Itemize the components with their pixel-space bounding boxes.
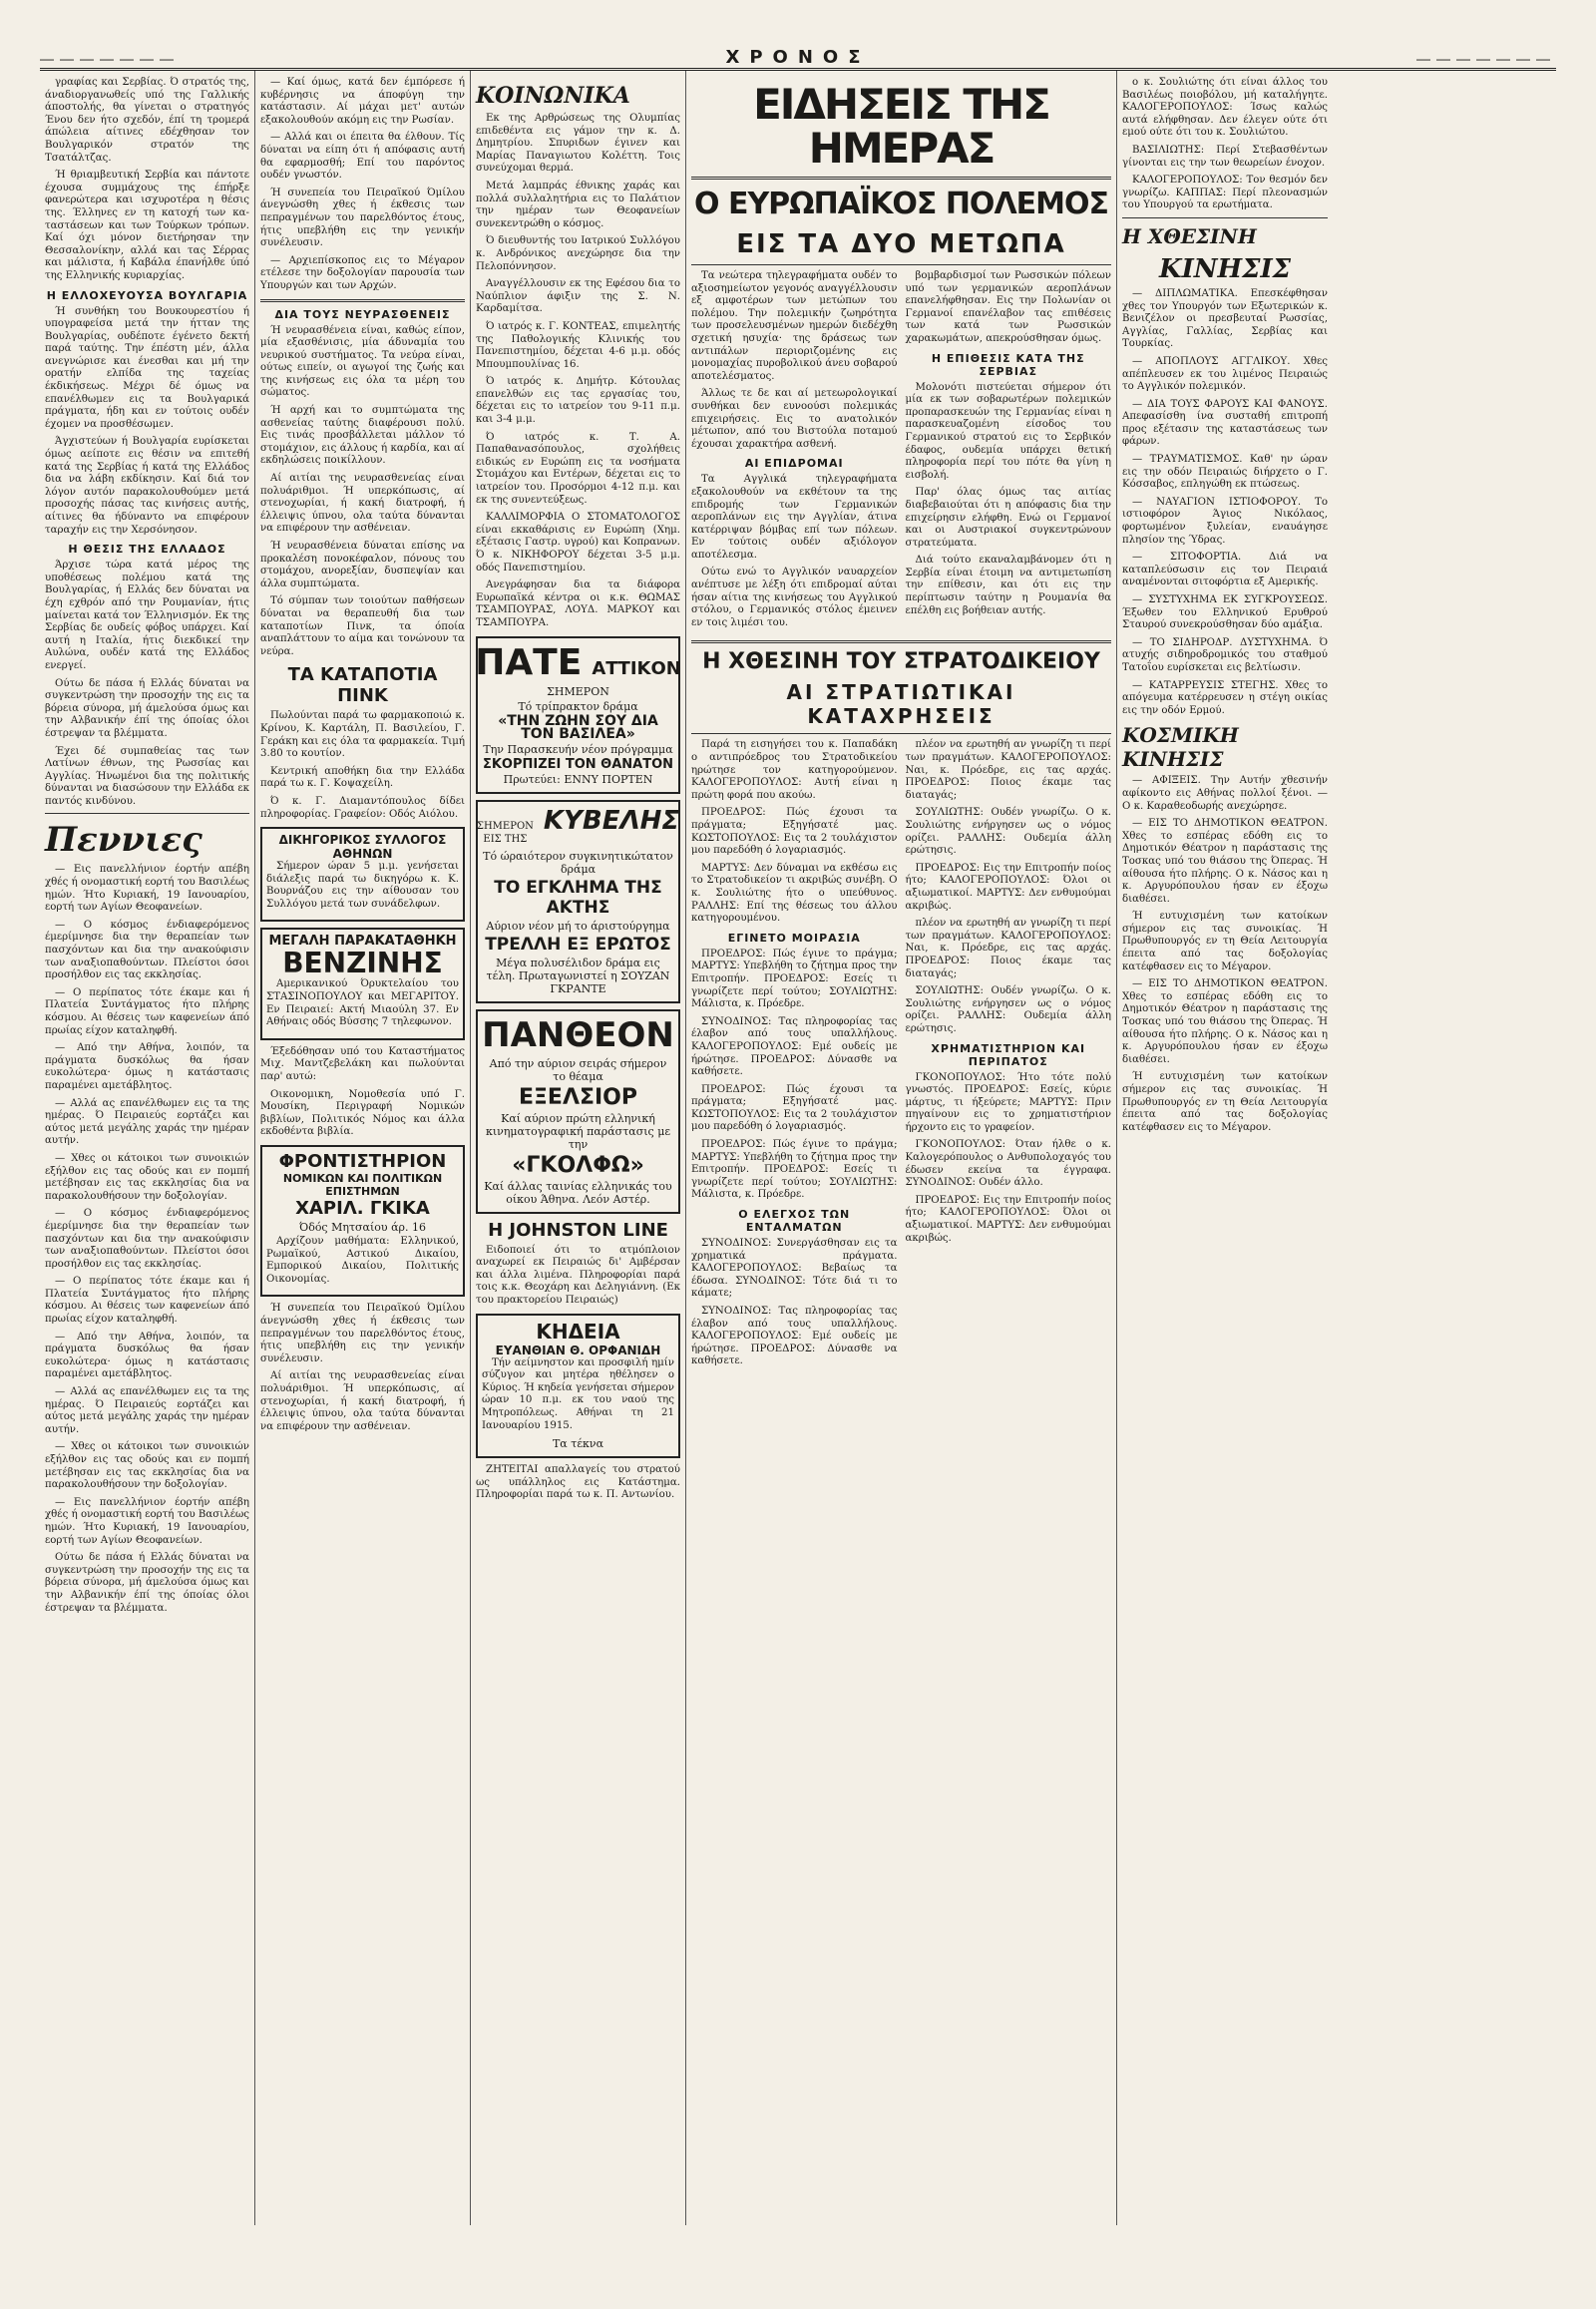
article-text: Αναγγέλλουσιν εκ της Εφέσου δια το Ναύπλιον άφιξιν της Σ. Ν. Καρδαμίτσα.: [476, 278, 680, 315]
article-text: — Ο κόσμος ένδιαφερόμενος έμερίμνησε δια την θεραπείαν των πασχόντων και δια την ανακούφισιν των αναξιοπαθούντων. Πλείστοι όσοι προσήλθον εις τας εκκλησίας.: [45, 919, 249, 981]
article-text: — ΝΑΥΑΓΙΟΝ ΙΣΤΙΟΦΟΡΟΥ. Το ιστιοφόρον Άγιος Νικόλαος, φορτωμένον ξυλείαν, εναυάγησε πλησίον της Ύδρας.: [1122, 496, 1328, 546]
divider: [45, 813, 249, 814]
column-3: [471, 71, 686, 2225]
headline-neurasthenia: ΔΙΑ ΤΟΥΣ ΝΕΥΡΑΣΘΕΝΕΙΣ: [274, 307, 451, 321]
article-text: Εκ της Αρθρώσεως της Ολυμπίας επιδεθέντα εις γάμον την κ. Δ. Δημητρίου. Σπυριδων έγινεν και Μαρίας Παναγιωτου Κολέττη. Τοις συνεύχομαι θερμά.: [476, 113, 680, 175]
headline-warrants-audit: Ο ΕΛΕΓΧΟΣ ΤΩΝ ΕΝΤΑΛΜΑΤΩΝ: [738, 1208, 851, 1235]
article-text: — ΑΦΙΞΕΙΣ. Την Αυτήν χθεσινήν αφίκοντο εις Αθήνας πολλοί ξένοι. — Ο κ. Καραθεοδωρής ανεχώρησε.: [1122, 775, 1328, 812]
article-text: γραφίας και Σερβίας. Ό στρατός της, άναδιοργανωθείς υπό της Γαλλικής άποστολής, θα γίνεται ο στρατηγός Ένου δεν ήτο σχεδόν, έπί τη τρομερά άπώλεια αίτινες εδέχθησαν τον Βουλγαρικόν στρατόν της Τσατάλτζας.: [45, 77, 249, 164]
article-text: βομβαρδισμοί των Ρωσσικών πόλεων υπό των γερμανικών αεροπλάνων επανελήφθησαν. Εις την Πολωνίαν οι Γερμανοί επανέλαβον τας επιθέσεις των κατά των Ρωσσικών χαρακωμάτων, απεκρούσθησαν όμως.: [905, 270, 1111, 344]
article-text: — Ο περίπατος τότε έκαμε και ή Πλατεία Συντάγματος ήτο πλήρης κόσμου. Αι θέσεις των καφενείων άπό πρωίας είχον καταληφθή.: [45, 986, 249, 1036]
ad-title-row: [476, 805, 680, 848]
ad-line: Την Παρασκευήν νέον πρόγραμμα: [483, 742, 673, 756]
article-text: Τα νεώτερα τηλεγραφήματα ουδέν το αξιοσημείωτον γεγονός αναγγέλλουσιν εξ αμφοτέρων των μετώπων του πολέμου. Την πολεμικήν ζωηρότητα των προσελευσμένων ημερών διεδέχθη σχετική ησυχία· της δράσεως των αντιπάλων περιοριζομένης εις μονομαχίας πυροβολικού άνευ σοβαρού αποτελέσματος.: [691, 270, 898, 382]
article-text: Ή αρχή και το συμπτώματα της ασθενείας ταύτης διαφέρουσι πολύ. Εις τινάς προσβάλλεται μάλλον τό στομάχιον, εις άλλους ή καρδία, και αί εκδηλώσεις ποικίλλουν.: [260, 405, 465, 467]
article-text: Ό κ. Γ. Διαμαντόπουλος δίδει πληροφορίας. Γραφείον: Οδός Αιόλου.: [260, 795, 465, 820]
ad-pathe-attikon: [476, 636, 680, 794]
article-text: — Ο περίπατος τότε έκαμε και ή Πλατεία Συντάγματος ήτο πλήρης κόσμου. Αι θέσεις των καφενείων άπό πρωίας είχον καταληφθή.: [45, 1276, 249, 1326]
ad-title: ΔΙΚΗΓΟΡΙΚΟΣ ΣΥΛΛΟΓΟΣ ΑΘΗΝΩΝ: [278, 833, 447, 862]
article-text: — Από την Αθήνα, λοιπόν, τα πράγματα δυσκόλως θα ήσαν ευκολώτερα· όμως η κατάστασις παραμένει αμετάβλητος.: [45, 1042, 249, 1091]
masthead: [40, 28, 1556, 71]
headline-distribution: ΕΓΙΝΕΤΟ ΜΟΙΡΑΣΙΑ: [727, 931, 861, 945]
war-right: [906, 270, 1112, 634]
article-text: Άλλως τε δε και αί μετεωρολογικαί συνθήκαι δεν ευνοούσι πολεμικάς επιχειρήσεις. Εις το ανατολικόν μέτωπον, από του Βιστούλα ποταμού έχουσαι χαρακτήρα ασθενή.: [691, 388, 898, 450]
article-text: ΠΡΟΕΔΡΟΣ: Εις την Επιτροπήν ποίος ήτο; ΚΑΛΟΓΕΡΟΠΟΥΛΟΣ: Όλοι οι αξιωματικοί. ΜΑΡΤΥΣ: Δεν ενθυμούμαι ακριβώς.: [905, 862, 1111, 912]
article-text: ΠΡΟΕΔΡΟΣ: Πώς έχουσι τα πράγματα; Εξηγήσατέ μας. ΚΩΣΤΟΠΟΥΛΟΣ: Εις τα 2 τουλάχιστον μου παρεδόθη ό λογαριασμός.: [691, 807, 898, 857]
article-text: ΒΑΣΙΛΙΩΤΗΣ: Περί Στεβασθέντων γίνονται εις την των θεωρείων ένοχον.: [1122, 144, 1328, 169]
article-text: ΓΚΟΝΟΠΟΥΛΟΣ: Ήτο τότε πολύ γνωστός. ΠΡΟΕΔΡΟΣ: Εσείς, κύριε μάρτυς, τι ήξεύρετε; ΜΑΡΤΥΣ: Πριν πηγαίνουν εις το χρηματιστήριον ήρχοντο εις το γραφείον.: [905, 1071, 1111, 1133]
banner-news-of-day: ΕΙΔΗΣΕΙΣ ΤΗΣ ΗΜΕΡΑΣ: [753, 80, 1049, 173]
court-articles: [691, 739, 1111, 1373]
divider: [260, 299, 465, 302]
divider: [691, 264, 1111, 265]
columns: [40, 71, 1556, 2225]
article-text: — ΕΙΣ ΤΟ ΔΗΜΟΤΙΚΟΝ ΘΕΑΤΡΟΝ. Χθες το εσπέρας εδόθη εις το Δημοτικόν Θέατρον η παράστασις της Τοσκας υπό του θιάσου της Όπερας. Ή αίθουσα ήτο πλήρης. Ο κ. Νάσος και η κ. Αργυρόπουλου ήσαν εν έξοχω διαθέσει.: [1122, 818, 1328, 905]
ad-tutoring: [260, 1145, 465, 1297]
article-text: Οικονομικη, Νομοθεσία υπό Γ. Μουσίκη, Περιγραφή Νομικών βιβλίων, Πολιτικός Νόμος και άλλα εκδοθέντα βιβλία.: [260, 1088, 465, 1138]
ad-title: ΦΡΟΝΤΙΣΤΗΡΙΟΝ: [278, 1151, 447, 1172]
article-text: ΠΡΟΕΔΡΟΣ: Πώς έγινε το πράγμα; ΜΑΡΤΥΣ: Υπεβλήθη το ζήτημα προς την Επιτροπήν. ΠΡΟΕΔΡΟΣ: Εσείς τι γνωρίζετε περί τούτου; ΣΟΥΛΙΩΤΗΣ: Μάλιστα, κ. Πρόεδρε.: [691, 948, 898, 1010]
article-text: — Εις πανελλήνιον έορτήν απέβη χθές ή ονομαστική εορτή του Βασιλέως ημών. Ήτο Κυριακή, 19 Ιανουαρίου, εορτή των Αγίων Θεοφανείων.: [45, 1496, 249, 1546]
article-text: πλέον να ερωτηθή αν γνωρίζη τι περί των πραγμάτων. ΚΑΛΟΓΕΡΟΠΟΥΛΟΣ: Ναι, κ. Πρόεδρε, εις τας αρχάς. ΠΡΟΕΔΡΟΣ: Ποιος έκαμε τας διαταγάς;: [905, 918, 1111, 979]
ad-line: ΣΚΟΡΠΙΖΕΙ ΤΟΝ ΘΑΝΑΤΟΝ: [482, 756, 674, 772]
article-text: Ό ιατρός κ. Γ. ΚΟΝΤΕΑΣ, επιμελητής της Παθολογικής Κλινικής του Πανεπιστημίου, δέχεται 4-6 μ.μ. οδός Μπουμπουλίνας 16.: [476, 320, 680, 370]
banner-court-martial: Η ΧΘΕΣΙΝΗ ΤΟΥ ΣΤΡΑΤΟΔΙΚΕΙΟΥ: [702, 649, 1100, 675]
article-text: ΠΡΟΕΔΡΟΣ: Πώς έχουσι τα πράγματα; Εξηγήσατέ μας. ΚΩΣΤΟΠΟΥΛΟΣ: Εις τα 2 τουλάχιστον μου παρεδόθη ό λογαριασμός.: [691, 1083, 898, 1133]
article-text: ΣΥΝΟΔΙΝΟΣ: Συνεργάσθησαν εις τα χρηματικά πράγματα. ΚΑΛΟΓΕΡΟΠΟΥΛΟΣ: Βεβαίως τα έδωσα. ΣΥΝΟΔΙΝΟΣ: Τότε διά τι το κάματε;: [691, 1238, 898, 1300]
article-text: Κεντρική αποθήκη δια την Ελλάδα παρά τω κ. Γ. Κοψαχείλη.: [260, 765, 465, 790]
court-left: [691, 739, 898, 1373]
article-text: — ΑΠΟΠΛΟΥΣ ΑΓΓΛΙΚΟΥ. Χθες απέπλευσεν εκ του λιμένος Πειραιώς το Αγγλικόν πολεμικόν.: [1122, 355, 1328, 393]
ad-name: ΕΥΑΝΘΙΑΝ Θ. ΟΡΦΑΝΙΔΗ: [495, 1343, 661, 1357]
article-text: Ό ιατρός κ. Τ. Α. Παπαθανασόπουλος, σχολήθεις ειδικώς εν Ευρώπη εις τα νοσήματα Στομάχου και Εντέρων, δέχεται εις το ιατρείον του. Προσόρμοι 4-12 π.μ. και εκ της συνεντεύξεως.: [476, 431, 680, 506]
article-text: Τα Αγγλικά τηλεγραφήματα εξακολουθούν να εκθέτουν τα της επιδρομής των Γερμανικών αεροπλάνων εις την Αγγλίαν, άτινα κατέρριψαν βόμβας επί των πόλεων. Εν τούτοις ουδέν αξιόλογον αποτέλεσμα.: [691, 474, 898, 561]
ad-pre: ΣΗΜΕΡΟΝ ΕΙΣ ΤΗΣ: [476, 820, 534, 845]
article-text: — ΣΙΤΟΦΟΡΤΙΑ. Διά να καταπλεύσωσιν εις τον Πειραιά αναμένονται σιτοφόρτια εξ Αμερικής.: [1122, 552, 1328, 588]
article-text: Ή ευτυχισμένη των κατοίκων σήμερον εις τας συνοικίας. Ή Πρωθυπουργός εν τη Θεία Λειτουργία έπειτα από τας δοξολογίας κατέφθασεν εις το Μέγαρον.: [1122, 1071, 1328, 1133]
headline-european-war: Ο ΕΥΡΩΠΑΪΚΟΣ ΠΟΛΕΜΟΣ: [694, 187, 1108, 221]
ad-sign: Τα τέκνα: [552, 1437, 604, 1451]
article-text: ΓΚΟΝΟΠΟΥΛΟΣ: Όταν ήλθε ο κ. Καλογερόπουλος ο Ανθυπολοχαγός του έδωσεν εκείνα τα έγγραφα. ΣΥΝΟΔΙΝΟΣ: Ουδέν άλλο.: [905, 1139, 1111, 1189]
ad-name: ΧΑΡΙΛ. ΓΚΙΚΑ: [295, 1198, 430, 1219]
article-text: Ή νευρασθένεια είναι, καθώς είπον, μία εξασθένισις, μία άδυναμία του νευρικού συστήματος. Τα νεύρα είναι, ούτως ειπείν, οι αγωγοί της ζωής και της κινήσεως εις όλα τα μέρη του σώματος.: [260, 324, 465, 399]
ad-subtitle: ΑΤΤΙΚΟΝ: [592, 657, 681, 679]
headline-social: ΚΟΙΝΩΝΙΚΑ: [476, 83, 630, 109]
article-text: — Αρχιεπίσκοπος εις το Μέγαρον ετέλεσε την δοξολογίαν παρουσία των Υπουργών και των Αρχών.: [260, 254, 465, 291]
article-text: — Χθες οι κάτοικοι των συνοικιών εξήλθον εις τας οδούς και εν πομπή μετέβησαν εις τας εκκλησίας δια να παρακολουθήσουν την δοξολογίαν.: [45, 1441, 249, 1491]
headline-bulgaria: Η ΕΛΛΟΧΕΥΟΥΣΑ ΒΟΥΛΓΑΡΙΑ: [46, 288, 248, 302]
article-text: Μολονότι πιστεύεται σήμερον ότι μία εκ των σοβαρωτέρων πολεμικών προπαρασκευών της Γερμανίας είναι η παρασκευαζομένη είσοδος του Γερμανικού στρατού εις το Σερβικόν έδαφος, ουδεμία υπάρχει θετική πληροφορία περί του πότε θα γίνη η εισβολή.: [905, 381, 1111, 481]
ad-text: Αρχίζουν μαθήματα: Ελληνικού, Ρωμαϊκού, Αστικού Δικαίου, Εμπορικού Δικαίου, Πολιτικής Οικονομίας.: [266, 1236, 459, 1285]
masthead-rule-right: ―――――――: [1415, 52, 1556, 68]
ad-text: Τήν αείμνηστον και προσφιλή ημίν σύζυγον και μητέρα ηθέλησεν ο Κύριος. Ή κηδεία γενήσεται σήμερον ώραν 10 π.μ. εκ του ναού της Μητροπόλεως. Αθήναι τη 21 Ιανουαρίου 1915.: [482, 1356, 674, 1431]
ad-kyveli: [476, 800, 680, 1003]
article-text: — Εις πανελλήνιον έορτήν απέβη χθές ή ονομαστική εορτή του Βασιλέως ημών. Ήτο Κυριακή, 19 Ιανουαρίου, εορτή των Αγίων Θεοφανείων.: [45, 864, 249, 914]
article-text: — ΤΟ ΣΙΔΗΡΟΔΡ. ΔΥΣΤΥΧΗΜΑ. Ό ατυχής σιδηροδρομικός του σταθμού Τατοΐου ευρίσκεται εις βελτίωσιν.: [1122, 636, 1328, 673]
divider: [691, 177, 1111, 180]
article-text: — ΤΡΑΥΜΑΤΙΣΜΟΣ. Καθ' ην ώραν εις την οδόν Πειραιώς διήρχετο ο Γ. Κόσσαβος, επληγώθη εκ πτώσεως.: [1122, 454, 1328, 491]
article-text: ΣΟΥΛΙΩΤΗΣ: Ουδέν γνωρίζω. Ο κ. Σουλιώτης ενήργησεν ως ο νόμος ορίζει. ΡΑΛΛΗΣ: Ουδεμία άλλη ερώτησις.: [905, 985, 1111, 1034]
ad-line: Τό ώραιότερον συγκινητικώτατον δράμα: [483, 849, 673, 876]
article-text: Άγχιστεύων ή Βουλγαρία ευρίσκεται όμως αείποτε εις θέσιν να επιτεθή κατά της Σερβίας ή κατά της Ελλάδος δια να λάβη εκδίκησιν. Καί διά τον λόγον αυτόν παρακολουθούμεν μετά προσοχής πάσας τας κινήσεις αυτής, αίτινες θα ήδύναντο να επιφέρουν ταραχήν εις την Χερσόνησον.: [45, 436, 249, 536]
divider: [691, 640, 1111, 643]
article-text: ΣΟΥΛΙΩΤΗΣ: Ουδέν γνωρίζω. Ο κ. Σουλιώτης ενήργησεν ως ο νόμος ορίζει. ΡΑΛΛΗΣ: Ουδεμία άλλη ερώτησις.: [905, 807, 1111, 857]
masthead-title: ΧΡΟΝΟΣ: [725, 47, 871, 68]
article-text: Παρ' όλας όμως τας αιτίας διαβεβαιούται ότι η απόφασις δια την επιχείρησιν ελήφθη. Ενώ οι Γερμανοί και οι Αυστριακοί συγκεντρώνουν στρατεύματα.: [905, 487, 1111, 549]
headline-exchange: ΧΡΗΜΑΤΙΣΤΗΡΙΟΝ ΚΑΙ ΠΕΡΙΠΑΤΟΣ: [931, 1041, 1086, 1068]
ad-title: ΚΥΒΕΛΗΣ: [543, 805, 680, 836]
article-text: — Ο κόσμος ένδιαφερόμενος έμερίμνησε δια την θεραπείαν των πασχόντων και δια την ανακούφισιν των αναξιοπαθούντων. Πλείστοι όσοι προσήλθον εις τας εκκλησίας.: [45, 1208, 249, 1270]
court-right: [906, 739, 1112, 1373]
headline-johnston-line: Η JOHNSTON LINE: [488, 1219, 668, 1241]
ad-pantheon: [476, 1009, 680, 1214]
ad-text: Ανεγράφησαν δια τα διάφορα Ευρωπαϊκά κέντρα οι κ.κ. ΘΩΜΑΣ ΤΣΑΜΠΟΥΡΑΣ, ΛΟΥΔ. ΜΑΡΚΟΥ και ΤΣΑΜΠΟΥΡΑ.: [476, 579, 680, 628]
ad-funeral: [476, 1314, 680, 1459]
ad-big-title: «ΓΚΟΛΦΩ»: [512, 1152, 644, 1178]
ad-text: Αμερικανικού Όρυκτελαίου του ΣΤΑΣΙΝΟΠΟΥΛΟΥ και ΜΕΓΑΡΙΤΟΥ. Εν Πειραιεί: Ακτή Μιαούλη 37. Εν Αθήναις οδός Βύσσης 7 τηλεφωνον.: [266, 978, 459, 1028]
article-text: Μετά λαμπράς έθνικης χαράς και πολλά συλλαλητήρια εις το Παλάτιον την ημέραν των Θεοφανείων συνεκεντρώθη ο κόσμος.: [476, 180, 680, 229]
article-text: Τό σύμπαν των τοιούτων παθήσεων δύναται να θεραπευθή δια των καταποτίων Πινκ, τα όποία αναπλάττουν το αίμα και τονώνουν τα νεύρα.: [260, 595, 465, 657]
article-text: ΜΑΡΤΥΣ: Δεν δύναμαι να εκθέσω εις το Στρατοδικείον τι ακριβώς συνέβη. Ο κ. Σουλιώτης ήτο ο υπεύθυνος. ΡΑΛΛΗΣ: Επί της θέσεως του άλλου κατηγορουμένου.: [691, 862, 898, 925]
column-2: [255, 71, 471, 2225]
ad-text: ΖΗΤΕΙΤΑΙ απαλλαγείς του στρατού ως υπάλληλος εις Κατάστημα. Πληροφορίαι παρά τω κ. Π. Αντωνίου.: [476, 1464, 680, 1501]
ad-benzine: [260, 928, 465, 1039]
ad-big-title: ΒΕΝΖΙΝΗΣ: [282, 947, 443, 980]
article-text: Άρχισε τώρα κατά μέρος της υποθέσεως πολέμου κατά της Βουλγαρίας, ή Ελλάς δεν δύναται να έχη εχθρόν από την Ρουμανίαν, ήτις μαίνεται κατά τον Έλληνισμόν. Εκ της Σερβίας δε ουδείς φόβος υπάρχει. Καί αυτή η Ιταλία, ήτις διεκδικεί την Αυλώνα, ουδέν κατά της Ελλάδος ενεργεί.: [45, 560, 249, 671]
article-text: Ούτω δε πάσα ή Ελλάς δύναται να συγκεντρώση την προσοχήν της εις τα βόρεια σύνορα, μή άμελούσα όμως και την Αλβανικήν έπί της όποίας όλοι έστρεψαν τα βλέμματα.: [45, 1552, 249, 1614]
article-text: — Αλλά και οι έπειτα θα έλθουν. Τίς δύναται να είπη ότι ή απόφασις αυτή θα εφαρμοσθή; Επί του παρόντος ουδέν γνωστόν.: [260, 132, 465, 182]
ad-text: Ειδοποιεί ότι το ατμόπλοιον αναχωρεί εκ Πειραιώς δι' Αμβέρσαν και άλλα λιμένα. Πληροφορίαι παρά τοις κ.κ. Θεοχάρη και Δεληγιάννη. (Εκ του πρακτορείου Πειραιώς): [476, 1244, 680, 1306]
ad-title: ΜΕΓΑΛΗ ΠΑΡΑΚΑΤΑΘΗΚΗ: [268, 934, 457, 950]
article-text: — ΕΙΣ ΤΟ ΔΗΜΟΤΙΚΟΝ ΘΕΑΤΡΟΝ. Χθες το εσπέρας εδόθη εις το Δημοτικόν Θέατρον η παράστασις της Τοσκας υπό του θιάσου της Όπερας. Ή αίθουσα ήτο πλήρης. Ο κ. Νάσος και η κ. Αργυρόπουλου ήσαν εν έξοχω διαθέσει.: [1122, 978, 1328, 1065]
article-text: Ή ευτυχισμένη των κατοίκων σήμερον εις τας συνοικίας. Ή Πρωθυπουργός εν τη Θεία Λειτουργία έπειτα από τας δοξολογίας κατέφθασεν εις το Μέγαρον.: [1122, 911, 1328, 972]
ad-line: Αύριον νέον μή το άριστούργημα: [486, 919, 670, 933]
ad-line: Καί άλλας ταινίας ελληνικάς του οίκου Άθηνα. Λεόν Αστέρ.: [484, 1179, 672, 1206]
masthead-rule-left: ―――――――: [40, 52, 180, 68]
ad-bar-association: [260, 827, 465, 922]
ad-line: ΣΗΜΕΡΟΝ: [547, 684, 609, 698]
article-text: Διά τούτο εκαναλαμβάνομεν ότι η Σερβία είναι έτοιμη να αντιμετωπίση την επίθεσιν, και ότι εις την περίπτωσιν ταύτην η Ρουμανία θα επέλθη εις βοήθειαν αυτής.: [905, 555, 1111, 616]
column-center: [686, 71, 1117, 2225]
ad-big-title: ΤΡΕΛΛΗ ΕΞ ΕΡΩΤΟΣ: [485, 934, 671, 955]
ad-line: Από την αύριον σειράς σήμερον το θέαμα: [489, 1056, 667, 1083]
ad-big-title: ΤΟ ΕΓΚΛΗΜΑ ΤΗΣ ΑΚΤΗΣ: [494, 877, 662, 918]
article-text: — ΣΥΣΤΥΧΗΜΑ ΕΚ ΣΥΓΚΡΟΥΣΕΩΣ. Έξωθεν του Ελληνικού Ερυθρού Σταυρού συνεκρούσθησαν δύο αμάξια.: [1122, 594, 1328, 631]
article-text: ΠΡΟΕΔΡΟΣ: Εις την Επιτροπήν ποίος ήτο; ΚΑΛΟΓΕΡΟΠΟΥΛΟΣ: Όλοι οι αξιωματικοί. ΜΑΡΤΥΣ: Δεν ενθυμούμαι ακριβώς.: [905, 1194, 1111, 1244]
article-text: Έξεδόθησαν υπό του Καταστήματος Μιχ. Μαντζεβελάκη και πωλούνται παρ' αυτώ:: [260, 1045, 465, 1083]
ad-line: Τό τρίπρακτον δράμα: [518, 699, 638, 713]
article-text: Ό ιατρός κ. Δημήτρ. Κότουλας επανελθών εις τας εργασίας του, δέχεται εις το ιατρείον του 9-11 π.μ. και 3-4 μ.μ.: [476, 376, 680, 426]
article-text: — Αλλά ας επανέλθωμεν εις τα της ημέρας. Ό Πειραιεύς εορτάζει και αύτος μετά μεγάλης χαράς την ημέραν αυτήν.: [45, 1386, 249, 1435]
ad-title-row: [475, 641, 681, 683]
article-text: ΚΑΛΟΓΕΡΟΠΟΥΛΟΣ: Τον θεσμόν δεν γνωρίζω. ΚΑΠΠΑΣ: Περί πλεονασμών του Υπουργού τα ερωτήματα.: [1122, 175, 1328, 211]
article-text: Παρά τη εισηγήσει του κ. Παπαδάκη ο αντιπρόεδρος του Στρατοδικείου ηρώτησε τον κατηγορούμενον. ΚΑΛΟΓΕΡΟΠΟΥΛΟΣ: Αυτή είναι η πρώτη φορά που ακούω.: [691, 739, 898, 801]
ad-big-title: ΕΞΕΛΣΙΟΡ: [518, 1084, 638, 1110]
article-text: — Από την Αθήνα, λοιπόν, τα πράγματα δυσκόλως θα ήσαν ευκολώτερα· όμως η κατάστασις παραμένει αμετάβλητος.: [45, 1331, 249, 1380]
article-text: Ούτω ενώ το Αγγλικόν ναυαρχείον ανέπτυσε με λέξη ότι επιδρομαί αύται ήσαν αίτια της κινήσεως του Αγγλικού στόλου, ο Γερμανικός στόλος έμεινεν εν τοις λιμέσι του.: [691, 567, 898, 628]
article-text: ΣΥΝΟΔΙΝΟΣ: Τας πληροφορίας τας έλαβον από τους υπαλλήλους. ΚΑΛΟΓΕΡΟΠΟΥΛΟΣ: Εμέ ουδείς με ήρώτησε. ΠΡΟΕΔΡΟΣ: Δύνασθε να καθήσετε.: [691, 1306, 898, 1367]
ad-subtitle: ΝΟΜΙΚΩΝ ΚΑΙ ΠΟΛΙΤΙΚΩΝ ΕΠΙΣΤΗΜΩΝ: [282, 1172, 443, 1198]
headline-yesterday: Η ΧΘΕΣΙΝΗ: [1122, 223, 1257, 248]
article-text: Έχει δέ συμπαθείας τας των Λατίνων έθνων, της Ρωσσίας και Αγγλίας. Ήνωμένοι δια της πολιτικής δύνανται να διασώσουν την Ελλάδα εκ παντός κινδύνου.: [45, 745, 249, 807]
ad-text: ΚΑΛΛΙΜΟΡΦΙΑ Ο ΣΤΟΜΑΤΟΛΟΓΟΣ είναι εκκαθάρισις εν Ευρώπη (Χημ. εξέτασις Γαστρ. υγρού) και Κοπρανων. Ό κ. ΝΙΚΗΦΟΡΟΥ δέχεται 3-5 μ.μ. οδός Πανεπιστημίου.: [476, 512, 680, 574]
article-text: — ΚΑΤΑΡΡΕΥΣΙΣ ΣΤΕΓΗΣ. Χθες το απόγευμα κατέρρευσεν η στέγη οικίας εις την οδόν Ερμού.: [1122, 679, 1328, 716]
headline-pennies: Πεννιες: [45, 820, 202, 861]
ad-line: Καί αύριον πρώτη ελληνική κινηματογραφική παράστασις με την: [485, 1111, 671, 1151]
article-text: ο κ. Σουλιώτης ότι είναι άλλος του Βασιλέως ποιοβόλου, μή καταλήγητε. ΚΑΛΟΓΕΡΟΠΟΥΛΟΣ: Ίσως καλώς αυτά ελήφθησαν. Δεν έλεγεν ούτε ότι εμού ούτε ότι του κ. Σουλιώτου.: [1122, 77, 1328, 139]
article-text: Αί αιτίαι της νευρασθενείας είναι πολυάριθμοι. Ή υπερκόπωσις, αί στενοχωρίαι, ή κακή διατροφή, ή έλλειψις ύπνου, ολα ταύτα δύνανται να επιφέρουν την ασθένειαν.: [260, 473, 465, 535]
ad-text: Σήμερον ώραν 5 μ.μ. γενήσεται διάλεξις παρά τω δικηγόρω κ. Κ. Βουρνάζου εις την αίθουσαν του Συλλόγου μετά των συνάδελφων.: [266, 861, 459, 910]
headline-serbia-attack: Η ΕΠΙΘΕΣΙΣ ΚΑΤΑ ΤΗΣ ΣΕΡΒΙΑΣ: [931, 351, 1085, 378]
ad-title: ΚΗΔΕΙΑ: [536, 1319, 620, 1344]
article-text: ΣΥΝΟΔΙΝΟΣ: Τας πληροφορίας τας έλαβον από τους υπαλλήλους. ΚΑΛΟΓΕΡΟΠΟΥΛΟΣ: Εμέ ουδείς με ήρώτησε. ΠΡΟΕΔΡΟΣ: Δύνασθε να καθήσετε.: [691, 1015, 898, 1078]
article-text: Ή συνεπεία του Πειραϊκού Όμίλου άνεγνώσθη χθες ή έκθεσις των πεπραγμένων του παρελθόντος έτους, ήτις υπεβλήθη εις την γενικήν συνέλευσιν.: [260, 1303, 465, 1364]
article-text: Ή νευρασθένεια δύναται επίσης να προκαλέση πονοκέφαλον, πόνους του στομάχου, ανορεξίαν, δυσπεψίαν και άλλα συμπτώματα.: [260, 541, 465, 589]
ad-address: Όδός Μητσαίου άρ. 16: [299, 1221, 426, 1234]
article-text: Πωλούνται παρά τω φαρμακοποιώ κ. Κρίνου, Κ. Καρτάλη, Π. Βασιλείου, Γ. Γεράκη και εις όλα τα φαρμακεία. Τιμή 3.80 το κουτίον.: [260, 710, 465, 760]
ad-title: ΠΑΝΘΕΟΝ: [482, 1014, 674, 1055]
war-articles: [691, 270, 1111, 634]
article-text: — ΔΙΑ ΤΟΥΣ ΦΑΡΟΥΣ ΚΑΙ ΦΑΝΟΥΣ. Απεφασίσθη ίνα συσταθή επιτροπή προς εξέτασιν της καταστάσεως των φάρων.: [1122, 398, 1328, 448]
headline-greece-position: Η ΘΕΣΙΣ ΤΗΣ ΕΛΛΑΔΟΣ: [68, 543, 226, 557]
article-text: πλέον να ερωτηθή αν γνωρίζη τι περί των πραγμάτων. ΚΑΛΟΓΕΡΟΠΟΥΛΟΣ: Ναι, κ. Πρόεδρε, εις τας αρχάς. ΠΡΟΕΔΡΟΣ: Ποιος έκαμε τας διαταγάς;: [905, 739, 1111, 801]
article-text: — Καί όμως, κατά δεν έμπόρεσε ή κυβέρνησις να άποφύγη την κατάστασιν. Αί μάχαι μετ' αυτών εξακολουθούν ακόμη εις την Ρωσίαν.: [260, 77, 465, 126]
ad-line: Μέγα πολυσέλιδον δράμα εις τέλη. Πρωταγωνιστεί η ΣΟΥΖΑΝ ΓΚΡΑΝΤΕ: [486, 956, 670, 995]
article-text: Αί αιτίαι της νευρασθενείας είναι πολυάριθμοι. Ή υπερκόπωσις, αί στενοχωρίαι, ή κακή διατροφή, ή έλλειψις ύπνου, ολα ταύτα δύνανται να επιφέρουν την ασθένειαν.: [260, 1370, 465, 1432]
headline-two-fronts: ΕΙΣ ΤΑ ΔΥΟ ΜΕΤΩΠΑ: [736, 229, 1066, 259]
article-text: Ή θριαμβευτική Σερβία και πάντοτε έχουσα συμμάχους της έπήρξε φανερώτερα και ισχυροτέρα η θέσις της. Έλληνες εν τη κατοχή των καταστάσεων και των Τούρκων τρόπων. Καί όχι μόνον διετήρησαν την Θεσσαλονίκην, αλλά και τας Σέρρας και μάλιστα, ή Καβάλα έπανήλθε ύπό της Ελληνικής κυριαρχίας.: [45, 170, 249, 281]
article-text: ΠΡΟΕΔΡΟΣ: Πώς έγινε το πράγμα; ΜΑΡΤΥΣ: Υπεβλήθη το ζήτημα προς την Επιτροπήν. ΠΡΟΕΔΡΟΣ: Εσείς τι γνωρίζετε περί τούτου; ΣΟΥΛΙΩΤΗΣ: Μάλιστα, κ. Πρόεδρε.: [691, 1139, 898, 1201]
headline-raids: ΑΙ ΕΠΙΔΡΟΜΑΙ: [744, 457, 844, 471]
headline-military-abuses: ΑΙ ΣΤΡΑΤΙΩΤΙΚΑΙ ΚΑΤΑΧΡΗΣΕΙΣ: [786, 680, 1016, 729]
ad-line: «ΤΗΝ ΖΩΗΝ ΣΟΥ ΔΙΑ ΤΟΝ ΒΑΣΙΛΕΑ»: [498, 712, 658, 742]
headline-movement: ΚΙΝΗΣΙΣ: [1158, 253, 1292, 284]
article-text: Ή συνθήκη του Βουκουρεστίου ή υπογραφείσα μετά την ήτταν της Βουλγαρίας, ουδέποτε έγένετο δεκτή παρά ταύτης. Την έπέστη μέν, άλλα ανεγνώρισε και ένεσθαι και μή την ορατήν ελπίδα της ταχείας έκδικήσεως. Μέχρι δέ όμως να επανέλθωμεν εις τα Βουλγαρικά πράγματα, ήδη και εν τούτοις ουδέν έχομεν να προσθέσωμεν.: [45, 305, 249, 430]
article-text: Ή συνεπεία του Πειραϊκού Όμίλου άνεγνώσθη χθες ή έκθεσις των πεπραγμένων του παρελθόντος έτους, ήτις υπεβλήθη εις την γενικήν συνέλευσιν.: [260, 187, 465, 249]
ad-line: Πρωτεύει: ΕΝΝΥ ΠΟΡΤΕΝ: [503, 772, 653, 786]
ad-title: ΠΑΤΕ: [475, 641, 583, 683]
article-text: Ούτω δε πάσα ή Ελλάς δύναται να συγκεντρώση την προσοχήν της εις τα βόρεια σύνορα, μή άμελούσα όμως και την Αλβανικήν έπί της όποίας όλοι έστρεψαν τα βλέμματα.: [45, 677, 249, 739]
newspaper-page: [40, 28, 1556, 2242]
column-1: [40, 71, 255, 2225]
divider: [1122, 217, 1328, 218]
column-7: [1117, 71, 1333, 2225]
article-text: Ό διευθυντής του Ιατρικού Συλλόγου κ. Ανδρόνικος ανεχώρησε δια την Πελοπόννησον.: [476, 235, 680, 272]
divider: [691, 733, 1111, 734]
article-text: — Χθες οι κάτοικοι των συνοικιών εξήλθον εις τας οδούς και εν πομπή μετέβησαν εις τας εκκλησίας δια να παρακολουθήσουν την δοξολογίαν.: [45, 1152, 249, 1202]
article-text: — ΔΙΠΛΩΜΑΤΙΚΑ. Επεσκέφθησαν χθες τον Υπουργόν των Εξωτερικών κ. Βενιζέλον οι πρεσβευταί Ρωσσίας, Αγγλίας, Γαλλίας, Σερβίας και Τουρκίας.: [1122, 287, 1328, 350]
war-left: [691, 270, 898, 634]
headline-social-movement: ΚΟΣΜΙΚΗ ΚΙΝΗΣΙΣ: [1122, 723, 1239, 772]
article-text: — Αλλά ας επανέλθωμεν εις τα της ημέρας. Ό Πειραιεύς εορτάζει και αύτος μετά μεγάλης χαράς την ημέραν αυτήν.: [45, 1097, 249, 1147]
headline-pink-pills: ΤΑ ΚΑΤΑΠΟΤΙΑ ΠΙΝΚ: [287, 664, 438, 707]
